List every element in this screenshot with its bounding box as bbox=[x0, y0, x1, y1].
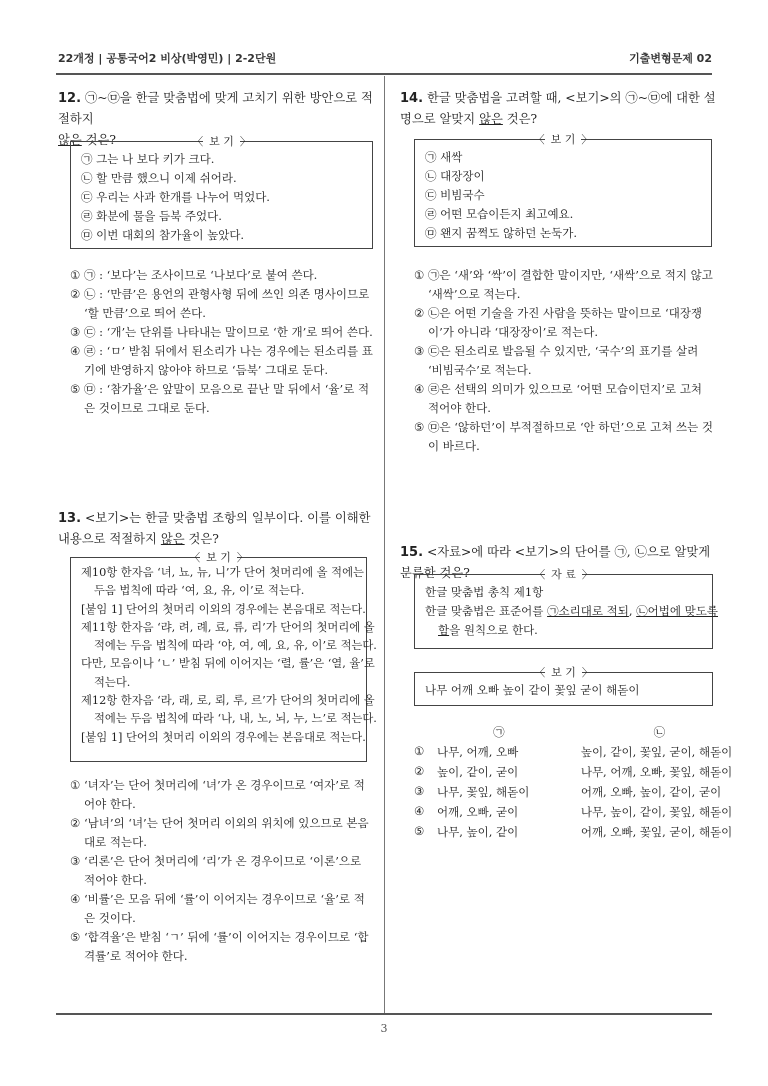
q14-option-2[interactable] bbox=[414, 304, 716, 342]
page-number: 3 bbox=[380, 1022, 388, 1035]
q15-col1-words: 높이, 같이, 굳이 bbox=[436, 765, 519, 779]
q15-jaryo-line1: 한글 맞춤법 총칙 제1항 bbox=[425, 585, 544, 599]
option-text: ㉢은 된소리로 발음될 수 있지만, ‘국수’의 표기를 살려 ‘비빔국수’로 적는다. bbox=[428, 344, 699, 377]
q15-col1-words: 나무, 어깨, 오빠 bbox=[436, 745, 519, 759]
q14-bogi-line: ㉡ 대장장이 bbox=[425, 169, 485, 183]
footer-rule bbox=[56, 1013, 712, 1015]
question-13-title-end: 것은? bbox=[184, 532, 219, 546]
q13-option-4[interactable] bbox=[70, 890, 372, 928]
q15-col2-words: 어깨, 오빠, 높이, 같이, 굳이 bbox=[580, 785, 722, 799]
question-12-title-text: ㉠~㉤을 한글 맞춤법에 맞게 고치기 위한 방안으로 적절하지 bbox=[58, 91, 373, 126]
q12-bogi-line: ㉣ 화분에 물을 듬북 주었다. bbox=[81, 209, 222, 223]
question-13 bbox=[58, 508, 376, 550]
question-12-title-underline: 않은 bbox=[58, 133, 82, 147]
option-marker: ② bbox=[70, 287, 81, 301]
question-14-title-text: 한글 맞춤법을 고려할 때, <보기>의 ㉠~㉤에 대한 설명으로 알맞지 bbox=[400, 91, 716, 126]
option-text: ‘합격율’은 받침 ‘ㄱ’ 뒤에 ‘률’이 이어지는 경우이므로 ‘합격률’로 적어야 한다. bbox=[84, 930, 369, 963]
q14-option-1[interactable] bbox=[414, 266, 716, 304]
option-marker: ③ bbox=[414, 344, 425, 358]
option-text: ㉠ : ‘보다’는 조사이므로 ‘나보다’로 붙여 쓴다. bbox=[84, 268, 318, 282]
q15-bogi-label: 〈 보 기 〉 bbox=[534, 666, 593, 679]
q15-jaryo-line3: 함을 원칙으로 한다. bbox=[438, 623, 538, 637]
question-13-title-text: <보기>는 한글 맞춤법 조항의 일부이다. 이를 이해한 내용으로 적절하지 bbox=[58, 511, 371, 546]
option-marker: ① bbox=[70, 778, 81, 792]
q12-option-4[interactable] bbox=[70, 342, 375, 380]
q15-option-4[interactable] bbox=[414, 804, 768, 824]
option-text: ‘남녀’의 ‘녀’는 단어 첫머리 이외의 위치에 있으므로 본음대로 적는다. bbox=[84, 816, 369, 849]
option-marker: ③ bbox=[414, 784, 425, 798]
option-marker: ② bbox=[70, 816, 81, 830]
q12-option-3[interactable] bbox=[70, 323, 375, 342]
q12-bogi-label: 〈 보 기 〉 bbox=[192, 135, 251, 148]
q14-bogi-box bbox=[414, 133, 712, 247]
q15-jaryo-line2: 한글 맞춤법은 표준어를 ㉠소리대로 적되, ㉡어법에 맞도록 bbox=[425, 604, 718, 618]
q13-option-1[interactable] bbox=[70, 776, 372, 814]
option-text: ㉣은 선택의 의미가 있으므로 ‘어떤 모습이던지’로 고쳐 적어야 한다. bbox=[428, 382, 703, 415]
option-marker: ⑤ bbox=[70, 930, 81, 944]
option-text: ㉢ : ‘개’는 단위를 나타내는 말이므로 ‘한 개’로 띄어 쓴다. bbox=[84, 325, 373, 339]
q13-bogi-line: 제12항 한자음 ‘라, 래, 로, 뢰, 루, 르’가 단어의 첫머리에 올 bbox=[81, 694, 375, 708]
q13-bogi-line: 적에는 두음 법칙에 따라 ‘야, 여, 예, 요, 유, 이’로 적는다. bbox=[94, 639, 377, 653]
q13-bogi-line: 적에는 두음 법칙에 따라 ‘나, 내, 노, 뇌, 누, 느’로 적는다. bbox=[94, 712, 377, 726]
option-text: ㉣ : ‘ㅁ’ 받침 뒤에서 된소리가 나는 경우에는 된소리를 표기에 반영하지 않아야 하므로 ‘듬북’ 그대로 둔다. bbox=[84, 344, 373, 377]
q14-bogi-line: ㉠ 새싹 bbox=[425, 150, 463, 164]
option-text: ㉠은 ‘새’와 ‘싹’이 결합한 말이지만, ‘새싹’으로 적지 않고 ‘새싹’으로 적는다. bbox=[428, 268, 713, 301]
q12-bogi-line: ㉠ 그는 나 보다 키가 크다. bbox=[81, 152, 215, 166]
q15-col2-words: 높이, 같이, 꽃잎, 굳이, 해돋이 bbox=[580, 745, 733, 759]
option-text: ㉡은 어떤 기술을 가진 사람을 뜻하는 말이므로 ‘대장쟁이’가 아니라 ‘대장장이’로 적는다. bbox=[428, 306, 703, 339]
option-marker: ③ bbox=[70, 325, 81, 339]
q13-bogi-label: 〈 보 기 〉 bbox=[189, 551, 248, 564]
q13-bogi-line: 두음 법칙에 따라 ‘여, 요, 유, 이’로 적는다. bbox=[94, 584, 305, 598]
option-text: ㉤ : ‘참가율’은 앞말이 모음으로 끝난 말 뒤에서 ‘율’로 적은 것이므로 그대로 둔다. bbox=[84, 382, 370, 415]
question-13-number: 13. bbox=[58, 511, 82, 526]
q15-option-3[interactable] bbox=[414, 784, 768, 804]
q13-option-5[interactable] bbox=[70, 928, 372, 966]
q15-col1-words: 어깨, 오빠, 굳이 bbox=[436, 805, 519, 819]
option-marker: ① bbox=[414, 268, 425, 282]
q15-jaryo-label: 〈 자 료 〉 bbox=[534, 568, 593, 581]
option-text: ‘비률’은 모음 뒤에 ‘률’이 이어지는 경우이므로 ‘율’로 적은 것이다. bbox=[84, 892, 365, 925]
question-12-title-end: 것은? bbox=[81, 133, 117, 147]
header-rule bbox=[56, 73, 712, 75]
q13-bogi-line: 제11항 한자음 ‘랴, 려, 례, 료, 류, 리’가 단어의 첫머리에 올 bbox=[81, 620, 375, 634]
q13-options bbox=[70, 776, 372, 966]
q14-option-5[interactable] bbox=[414, 418, 716, 456]
q15-bogi-text: 나무 어깨 오빠 높이 같이 꽃잎 굳이 해돋이 bbox=[425, 683, 640, 697]
option-marker: ④ bbox=[414, 804, 425, 818]
q12-option-2[interactable] bbox=[70, 285, 375, 323]
q15-col2-words: 어깨, 오빠, 꽃잎, 굳이, 해돋이 bbox=[580, 825, 733, 839]
option-text: ㉤은 ‘않하던’이 부적절하므로 ‘안 하던’으로 고쳐 쓰는 것이 바르다. bbox=[428, 420, 713, 453]
question-13-title-underline: 않은 bbox=[160, 532, 185, 546]
q15-bogi-box bbox=[414, 666, 713, 706]
q14-option-3[interactable] bbox=[414, 342, 716, 380]
q15-option-2[interactable] bbox=[414, 764, 768, 784]
q15-col2-words: 나무, 어깨, 오빠, 꽃잎, 해돋이 bbox=[580, 765, 733, 779]
q14-bogi-line: ㉣ 어떤 모습이든지 최고예요. bbox=[425, 207, 574, 221]
question-14-number: 14. bbox=[400, 91, 424, 106]
q13-bogi-line: 다만, 모음이나 ‘ㄴ’ 받침 뒤에 이어지는 ‘렬, 률’은 ‘열, 율’로 bbox=[81, 657, 375, 671]
option-marker: ① bbox=[70, 268, 81, 282]
q13-bogi-line: 적는다. bbox=[94, 675, 131, 689]
option-marker: ⑤ bbox=[414, 420, 425, 434]
q13-bogi-line: 제10항 한자음 ‘녀, 뇨, 뉴, 니’가 단어 첫머리에 올 적에는 bbox=[81, 566, 364, 579]
q12-bogi-line: ㉢ 우리는 사과 한개를 나누어 먹었다. bbox=[81, 190, 270, 204]
q15-col1-words: 나무, 높이, 같이 bbox=[436, 825, 519, 839]
option-marker: ④ bbox=[70, 344, 81, 358]
q12-options bbox=[70, 266, 375, 418]
q12-option-1[interactable] bbox=[70, 266, 375, 285]
option-marker: ⑤ bbox=[70, 382, 81, 396]
header-left: 22개정 | 공통국어2 비상(박영민) | 2-2단원 bbox=[58, 52, 277, 65]
q14-options bbox=[414, 266, 716, 456]
q15-jaryo-box bbox=[414, 568, 718, 649]
q13-option-2[interactable] bbox=[70, 814, 372, 852]
q14-bogi-label: 〈 보 기 〉 bbox=[533, 133, 593, 146]
q14-option-4[interactable] bbox=[414, 380, 716, 418]
option-marker: ② bbox=[414, 306, 425, 320]
q15-col2-header: ㉡ bbox=[653, 725, 666, 739]
option-marker: ④ bbox=[70, 892, 81, 906]
q13-bogi-box bbox=[70, 551, 377, 762]
q14-bogi-line: ㉤ 왠지 꿈쩍도 않하던 논둑가. bbox=[425, 226, 577, 240]
q13-bogi-line: [붙임 1] 단어의 첫머리 이외의 경우에는 본음대로 적는다. bbox=[81, 730, 366, 744]
question-14-title-end: 것은? bbox=[502, 112, 538, 126]
q15-table-header bbox=[414, 724, 768, 744]
option-marker: ⑤ bbox=[414, 824, 425, 838]
option-text: ‘녀자’는 단어 첫머리에 ‘녀’가 온 경우이므로 ‘여자’로 적어야 한다. bbox=[84, 778, 365, 811]
option-text: ‘리론’은 단어 첫머리에 ‘리’가 온 경우이므로 ‘이론’으로 적어야 한다. bbox=[84, 854, 362, 887]
q12-option-5[interactable] bbox=[70, 380, 375, 418]
question-13-title bbox=[58, 508, 376, 550]
option-marker: ③ bbox=[70, 854, 81, 868]
option-marker: ① bbox=[414, 744, 425, 758]
option-marker: ② bbox=[414, 764, 425, 778]
q15-col1-header: ㉠ bbox=[493, 725, 505, 739]
q15-col1-words: 나무, 꽃잎, 해돋이 bbox=[436, 785, 530, 799]
question-14 bbox=[400, 88, 718, 130]
q12-bogi-line: ㉤ 이번 대회의 참가율이 높았다. bbox=[81, 228, 245, 242]
q15-answer-table bbox=[414, 724, 768, 844]
q15-option-5[interactable] bbox=[414, 824, 768, 844]
column-divider bbox=[384, 76, 385, 1013]
q14-bogi-line: ㉢ 비빔국수 bbox=[425, 188, 485, 202]
option-marker: ④ bbox=[414, 382, 425, 396]
q15-col2-words: 나무, 높이, 같이, 꽃잎, 해돋이 bbox=[580, 805, 733, 819]
q13-bogi-line: [붙임 1] 단어의 첫머리 이외의 경우에는 본음대로 적는다. bbox=[81, 602, 366, 616]
question-14-title bbox=[400, 88, 718, 130]
q13-option-3[interactable] bbox=[70, 852, 372, 890]
header-right: 기출변형문제 02 bbox=[629, 52, 712, 65]
q12-bogi-line: ㉡ 할 만큼 했으니 이제 쉬어라. bbox=[81, 171, 237, 185]
question-14-title-underline: 않은 bbox=[479, 112, 503, 126]
question-15-number: 15. bbox=[400, 545, 424, 560]
option-text: ㉡ : ‘만큼’은 용언의 관형사형 뒤에 쓰인 의존 명사이므로 ‘할 만큼’으로 띄어 쓴다. bbox=[84, 287, 370, 320]
question-12-number: 12. bbox=[58, 91, 82, 106]
q15-option-1[interactable] bbox=[414, 744, 768, 764]
question-15-title-text: <자료>에 따라 <보기>의 단어를 ㉠, ㉡으로 알맞게 분류한 것은? bbox=[400, 545, 711, 580]
